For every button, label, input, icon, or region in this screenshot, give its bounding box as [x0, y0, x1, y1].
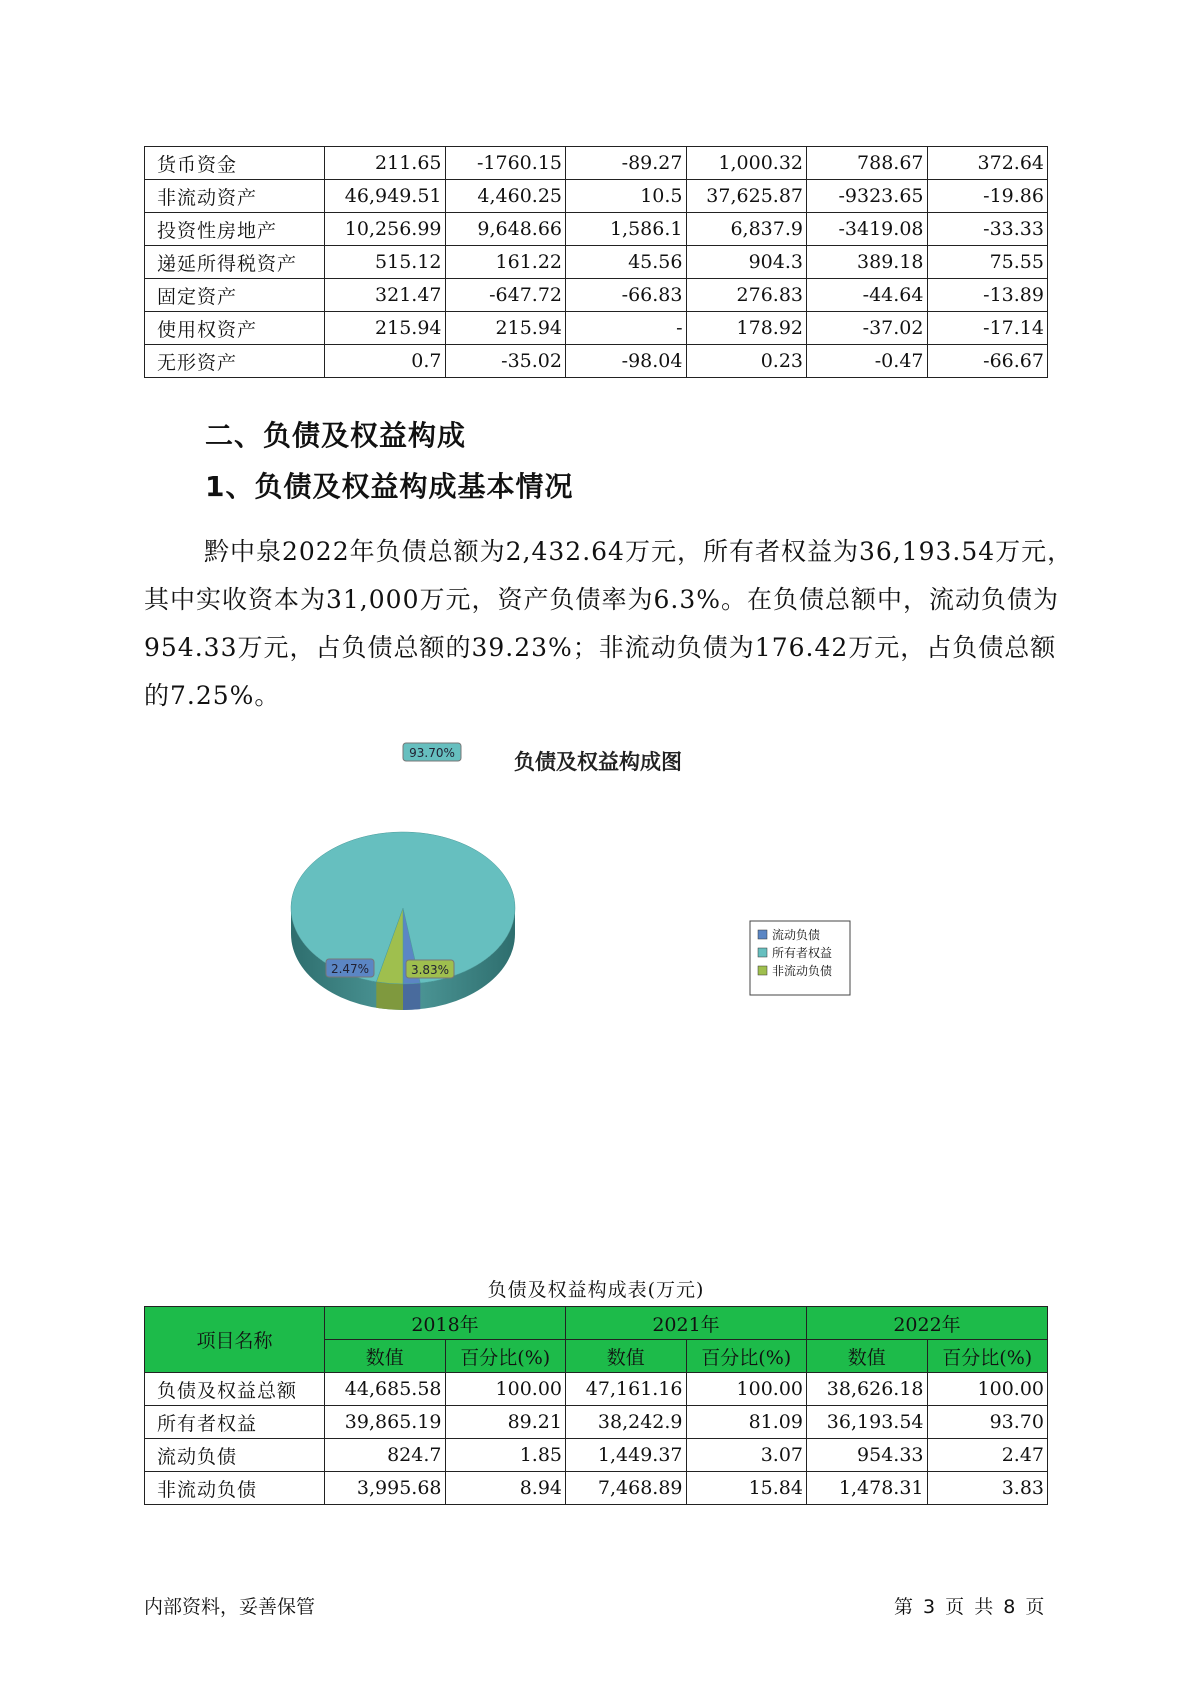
table-row [145, 180, 1048, 213]
table-cell: 9,648.66 [445, 213, 566, 246]
table-cell: -19.86 [927, 180, 1048, 213]
table-cell: 44,685.58 [325, 1373, 446, 1406]
header-year-2021: 2021年 [566, 1307, 807, 1340]
section-heading: 二、负债及权益构成 [205, 419, 467, 452]
table-row [145, 345, 1048, 378]
table-cell: 15.84 [686, 1472, 807, 1505]
legend-entry: 所有者权益 [772, 946, 833, 960]
legend-swatch [758, 948, 767, 957]
row-label: 所有者权益 [145, 1406, 325, 1439]
table-cell: -98.04 [566, 345, 687, 378]
table-cell: 954.33 [807, 1439, 928, 1472]
table-cell: 38,242.9 [566, 1406, 687, 1439]
table-cell: -647.72 [445, 279, 566, 312]
table-row [145, 1373, 1048, 1406]
header-value: 数值 [807, 1340, 928, 1373]
table-cell: 4,460.25 [445, 180, 566, 213]
table-cell: 0.7 [325, 345, 446, 378]
row-label: 无形资产 [145, 345, 325, 378]
header-percent: 百分比(%) [445, 1340, 566, 1373]
legend-entry: 非流动负债 [772, 964, 833, 978]
liability-table-body [145, 1307, 1048, 1505]
header-year-2018: 2018年 [325, 1307, 566, 1340]
table-cell: 1,478.31 [807, 1472, 928, 1505]
table-row [145, 246, 1048, 279]
table-cell: 904.3 [686, 246, 807, 279]
subsection-heading: 1、负债及权益构成基本情况 [205, 470, 574, 503]
table-cell: -89.27 [566, 147, 687, 180]
row-label: 投资性房地产 [145, 213, 325, 246]
table-cell: 89.21 [445, 1406, 566, 1439]
table-cell: 93.70 [927, 1406, 1048, 1439]
table-cell: 161.22 [445, 246, 566, 279]
liability-equity-table [144, 1306, 1048, 1505]
table-cell: 178.92 [686, 312, 807, 345]
header-item-name: 项目名称 [145, 1307, 325, 1373]
table-cell: 81.09 [686, 1406, 807, 1439]
footer-page-number: 第 3 页 共 8 页 [894, 1596, 1045, 1618]
table-row [145, 312, 1048, 345]
table-cell: -13.89 [927, 279, 1048, 312]
table-cell: 372.64 [927, 147, 1048, 180]
table-row [145, 1472, 1048, 1505]
table-cell: 1.85 [445, 1439, 566, 1472]
table-row [145, 1439, 1048, 1472]
asset-table-body [145, 147, 1048, 378]
data-label: 2.47% [330, 962, 370, 976]
chart-title: 负债及权益构成图 [514, 750, 682, 774]
table-cell: 3,995.68 [325, 1472, 446, 1505]
row-label: 递延所得税资产 [145, 246, 325, 279]
table-cell: 37,625.87 [686, 180, 807, 213]
table-cell: 100.00 [686, 1373, 807, 1406]
table-cell: 10.5 [566, 180, 687, 213]
table-cell: -44.64 [807, 279, 928, 312]
legend-swatch [758, 930, 767, 939]
table-cell: -1760.15 [445, 147, 566, 180]
table-row [145, 147, 1048, 180]
table-cell: 7,468.89 [566, 1472, 687, 1505]
row-label: 非流动负债 [145, 1472, 325, 1505]
table-cell: 46,949.51 [325, 180, 446, 213]
row-label: 负债及权益总额 [145, 1373, 325, 1406]
asset-change-table [144, 146, 1048, 378]
pie-slice-side [403, 983, 420, 1010]
table-cell: 211.65 [325, 147, 446, 180]
table-cell: 38,626.18 [807, 1373, 928, 1406]
liability-table-caption: 负债及权益构成表(万元) [487, 1279, 705, 1301]
table-cell: 100.00 [445, 1373, 566, 1406]
table-cell: 1,449.37 [566, 1439, 687, 1472]
table-cell: -66.67 [927, 345, 1048, 378]
table-cell: 515.12 [325, 246, 446, 279]
data-label: 93.70% [409, 746, 455, 760]
row-label: 货币资金 [145, 147, 325, 180]
table-cell: 39,865.19 [325, 1406, 446, 1439]
pie-group [291, 832, 515, 1010]
table-cell: -0.47 [807, 345, 928, 378]
row-label: 使用权资产 [145, 312, 325, 345]
table-cell: 2.47 [927, 1439, 1048, 1472]
header-percent: 百分比(%) [927, 1340, 1048, 1373]
table-cell: 1,000.32 [686, 147, 807, 180]
footer-confidential-note: 内部资料，妥善保管 [144, 1596, 316, 1618]
table-cell: 8.94 [445, 1472, 566, 1505]
table-cell: 47,161.16 [566, 1373, 687, 1406]
table-cell: 0.23 [686, 345, 807, 378]
header-year-2022: 2022年 [807, 1307, 1048, 1340]
chart-legend [750, 921, 850, 995]
table-cell: 389.18 [807, 246, 928, 279]
table-cell: 276.83 [686, 279, 807, 312]
table-cell: 788.67 [807, 147, 928, 180]
legend-swatch [758, 966, 767, 975]
row-label: 流动负债 [145, 1439, 325, 1472]
summary-paragraph: 黔中泉2022年负债总额为2,432.64万元，所有者权益为36,193.54万元，其中实收资本为31,000万元，资产负债率为6.3%。在负债总额中，流动负债为954.33万元，占负债总额的39.23%；非流动负债为176.42万元，占负债总额的7.25%。 [144, 537, 1074, 710]
table-cell: 3.07 [686, 1439, 807, 1472]
data-label: 3.83% [410, 963, 450, 977]
table-cell: -9323.65 [807, 180, 928, 213]
header-percent: 百分比(%) [686, 1340, 807, 1373]
table-row [145, 213, 1048, 246]
table-row [145, 1406, 1048, 1439]
table-cell: -35.02 [445, 345, 566, 378]
table-cell: 3.83 [927, 1472, 1048, 1505]
liability-equity-pie-chart [280, 730, 900, 1080]
table-cell: 824.7 [325, 1439, 446, 1472]
table-cell: 321.47 [325, 279, 446, 312]
header-value: 数值 [325, 1340, 446, 1373]
pie-slice-side [376, 982, 403, 1010]
header-value: 数值 [566, 1340, 687, 1373]
table-cell: 1,586.1 [566, 213, 687, 246]
table-cell: 36,193.54 [807, 1406, 928, 1439]
table-header-row [145, 1307, 1048, 1340]
table-cell: 45.56 [566, 246, 687, 279]
table-cell: 215.94 [325, 312, 446, 345]
table-cell: -66.83 [566, 279, 687, 312]
table-cell: 10,256.99 [325, 213, 446, 246]
table-cell: 100.00 [927, 1373, 1048, 1406]
table-cell: -17.14 [927, 312, 1048, 345]
table-cell: -37.02 [807, 312, 928, 345]
table-cell: - [566, 312, 687, 345]
table-cell: 75.55 [927, 246, 1048, 279]
table-cell: 6,837.9 [686, 213, 807, 246]
row-label: 固定资产 [145, 279, 325, 312]
table-cell: -33.33 [927, 213, 1048, 246]
legend-entry: 流动负债 [772, 928, 821, 942]
row-label: 非流动资产 [145, 180, 325, 213]
table-cell: -3419.08 [807, 213, 928, 246]
table-row [145, 279, 1048, 312]
table-cell: 215.94 [445, 312, 566, 345]
